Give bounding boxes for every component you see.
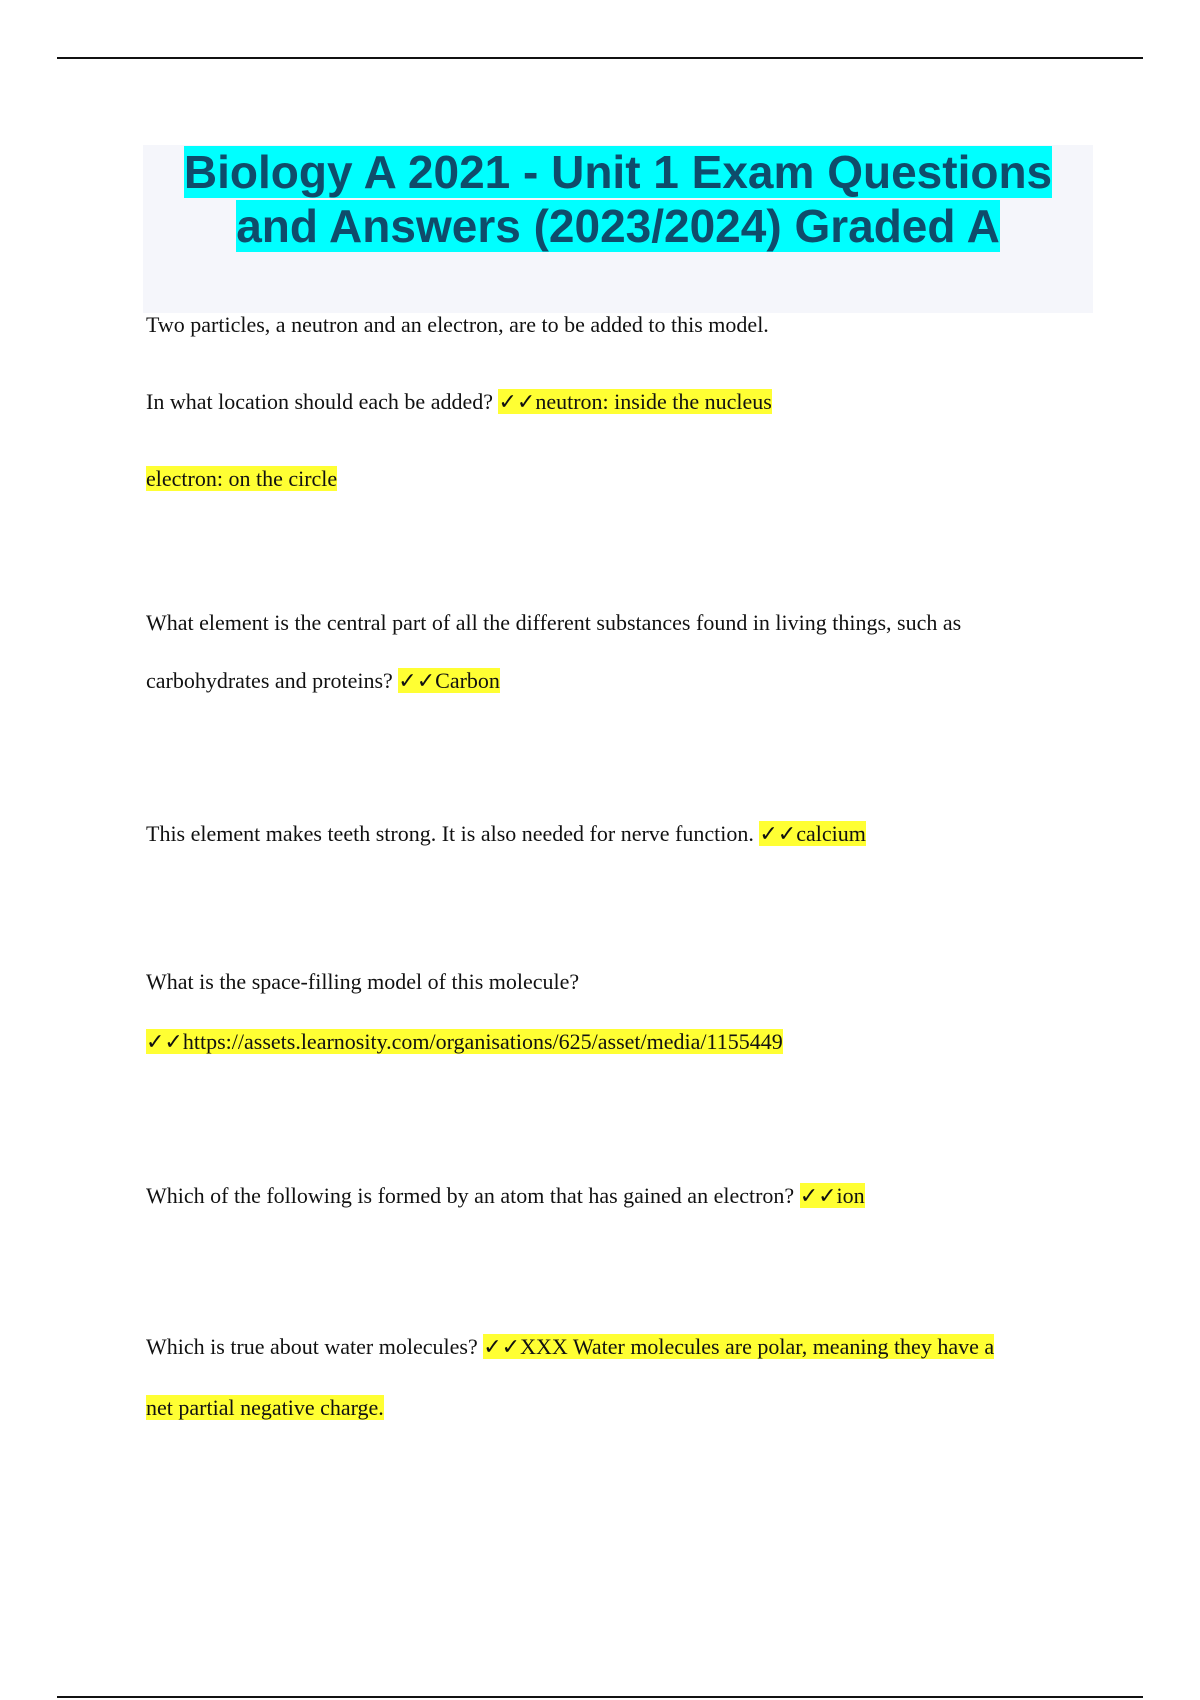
header-rule bbox=[57, 57, 1143, 59]
title-line-2: and Answers (2023/2024) Graded A bbox=[236, 200, 1000, 252]
answer-highlight: electron: on the circle bbox=[146, 466, 338, 491]
question-text: What element is the central part of all the different substances found in living things, such as bbox=[146, 610, 962, 635]
page-title bbox=[143, 145, 1093, 253]
question-text: Which is true about water molecules? bbox=[146, 1334, 484, 1359]
answer-highlight: ✓✓neutron: inside the nucleus bbox=[498, 389, 772, 414]
question-3-continued bbox=[146, 668, 500, 694]
title-line-1: Biology A 2021 - Unit 1 Exam Questions bbox=[183, 146, 1053, 198]
question-7 bbox=[146, 1334, 994, 1360]
answer-highlight: ✓✓calcium bbox=[759, 821, 866, 846]
answer-2-continued bbox=[146, 466, 337, 492]
question-text: This element makes teeth strong. It is also needed for nerve function. bbox=[146, 821, 760, 846]
question-text: Two particles, a neutron and an electron, are to be added to this model. bbox=[146, 312, 769, 337]
question-text: What is the space-filling model of this molecule? bbox=[146, 969, 580, 994]
answer-link-highlight: ✓✓https://assets.learnosity.com/organisations/625/asset/media/1155449 bbox=[146, 1029, 783, 1054]
answer-highlight: ✓✓ion bbox=[799, 1183, 865, 1208]
answer-highlight: ✓✓Carbon bbox=[398, 668, 500, 693]
answer-highlight: ✓✓XXX Water molecules are polar, meaning they have a bbox=[483, 1334, 995, 1359]
question-6 bbox=[146, 1183, 865, 1209]
footer-rule bbox=[57, 1696, 1143, 1698]
question-text: Which of the following is formed by an atom that has gained an electron? bbox=[146, 1183, 800, 1208]
question-3 bbox=[146, 610, 961, 636]
answer-5 bbox=[146, 1029, 783, 1055]
question-2 bbox=[146, 389, 772, 415]
question-text: In what location should each be added? bbox=[146, 389, 499, 414]
question-4 bbox=[146, 821, 866, 847]
question-1 bbox=[146, 312, 769, 338]
title-block bbox=[143, 145, 1093, 313]
answer-7-continued bbox=[146, 1395, 384, 1421]
question-text: carbohydrates and proteins? bbox=[146, 668, 399, 693]
answer-highlight: net partial negative charge. bbox=[146, 1395, 384, 1420]
question-5 bbox=[146, 969, 579, 995]
